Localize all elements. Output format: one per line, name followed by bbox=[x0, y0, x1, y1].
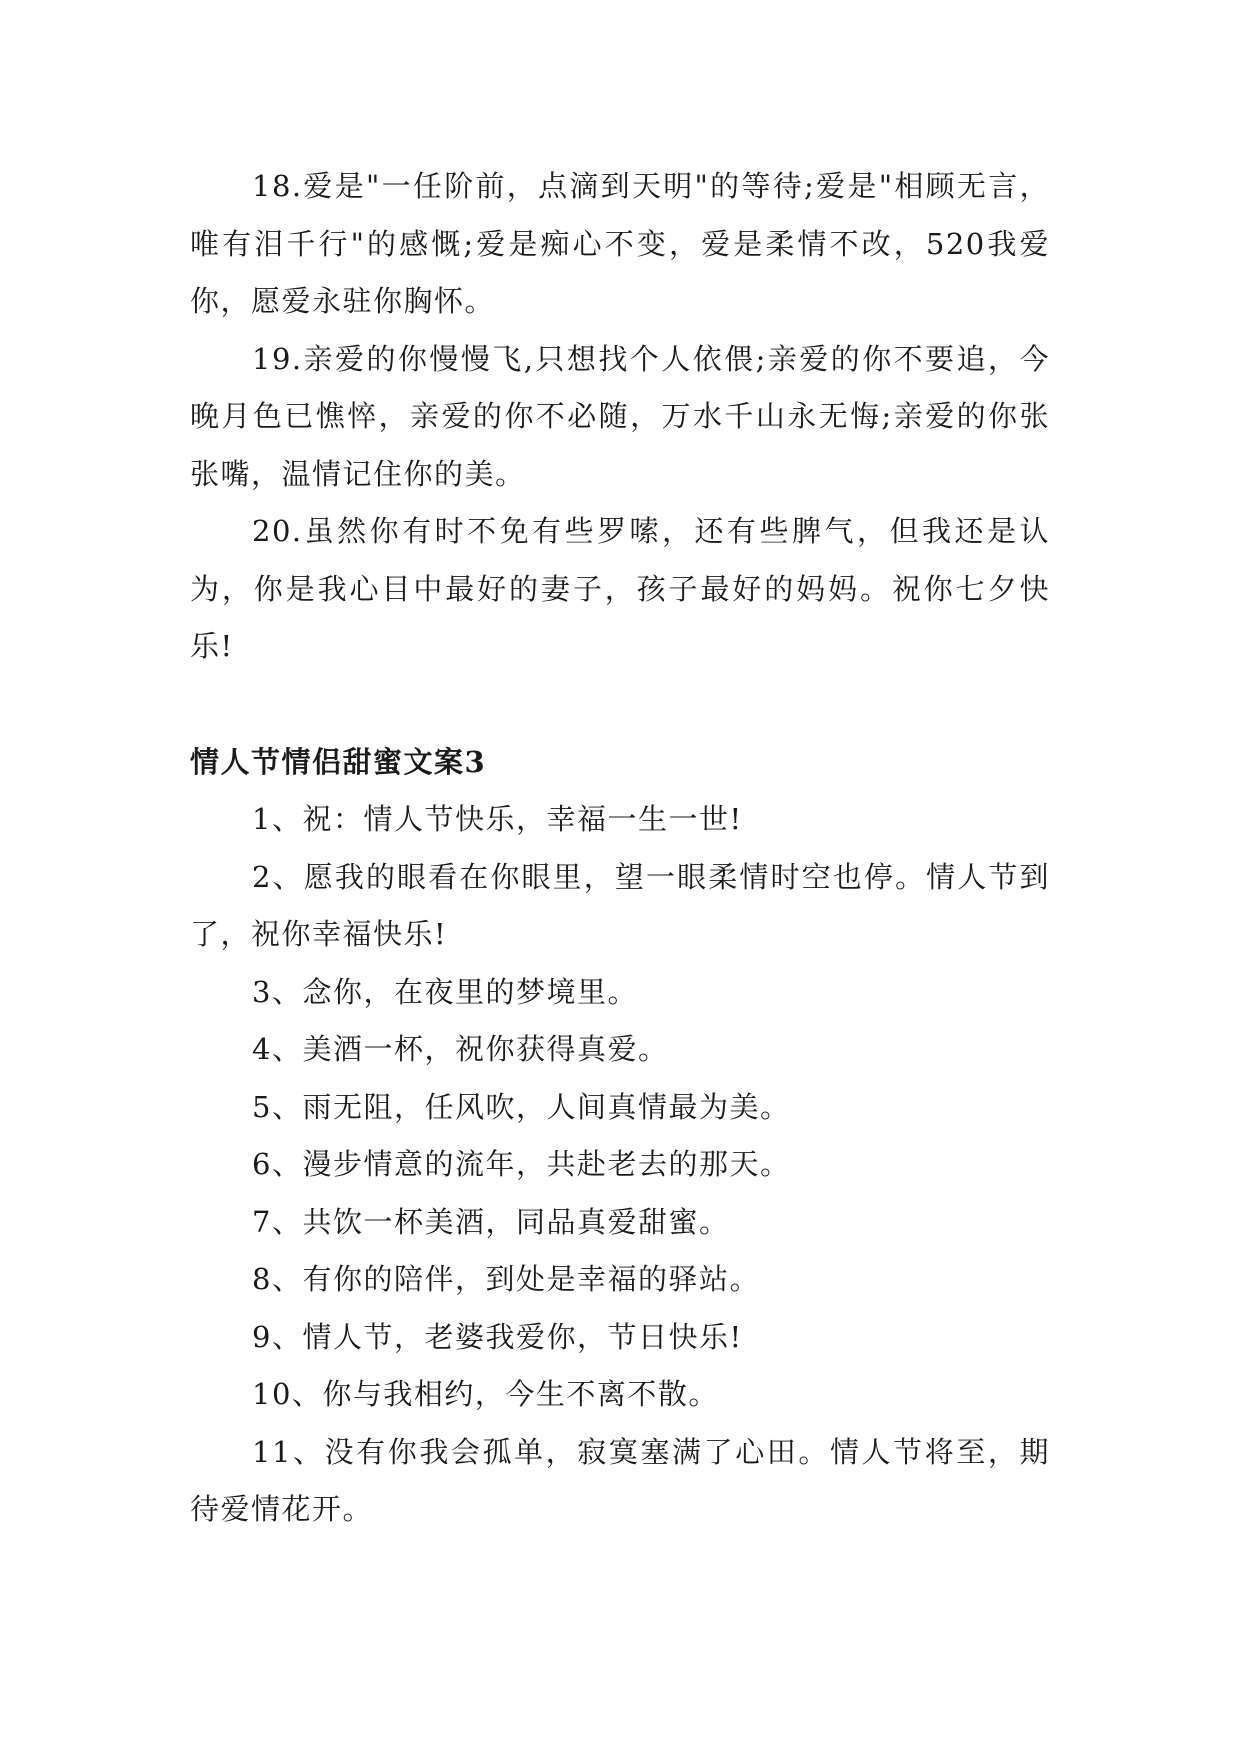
list-item: 1、祝：情人节快乐，幸福一生一世! bbox=[252, 802, 743, 836]
list-item: 4、美酒一杯，祝你获得真爱。 bbox=[252, 1032, 669, 1066]
list-item: 11、没有你我会孤单，寂寞塞满了心田。情人节将至，期待爱情花开。 bbox=[190, 1434, 1050, 1526]
list-item: 10、你与我相约，今生不离不散。 bbox=[252, 1377, 719, 1411]
greetings-list bbox=[190, 791, 1050, 1539]
list-item: 5、雨无阻，任风吹，人间真情最为美。 bbox=[252, 1089, 791, 1124]
paragraph-item-18: 18.爱是"一任阶前，点滴到天明"的等待;爱是"相顾无言，唯有泪千行"的感慨;爱是痴心不变，爱是柔情不改，520我爱你，愿爱永驻你胸怀。 bbox=[190, 169, 1050, 318]
previous-list-section bbox=[190, 158, 1050, 676]
list-item: 6、漫步情意的流年，共赴老去的那天。 bbox=[252, 1147, 791, 1181]
paragraph-item-20: 20.虽然你有时不免有些罗嗦，还有些脾气，但我还是认为，你是我心目中最好的妻子，孩子最好的妈妈。祝你七夕快乐! bbox=[190, 514, 1050, 663]
list-item: 8、有你的陪伴，到处是幸福的驿站。 bbox=[252, 1262, 760, 1296]
document-content bbox=[190, 158, 1050, 1539]
list-item: 9、情人节，老婆我爱你，节日快乐! bbox=[252, 1319, 743, 1354]
section-spacer bbox=[190, 676, 1050, 734]
list-item: 7、共饮一杯美酒，同品真爱甜蜜。 bbox=[252, 1204, 730, 1239]
section-heading: 情人节情侣甜蜜文案3 bbox=[190, 744, 487, 779]
list-item: 3、念你，在夜里的梦境里。 bbox=[252, 974, 638, 1009]
list-item: 2、愿我的眼看在你眼里，望一眼柔情时空也停。情人节到了，祝你幸福快乐! bbox=[190, 859, 1050, 951]
paragraph-item-19: 19.亲爱的你慢慢飞,只想找个人依偎;亲爱的你不要追，今晚月色已憔悴，亲爱的你不必随，万水千山永无悔;亲爱的你张张嘴，温情记住你的美。 bbox=[190, 341, 1050, 491]
